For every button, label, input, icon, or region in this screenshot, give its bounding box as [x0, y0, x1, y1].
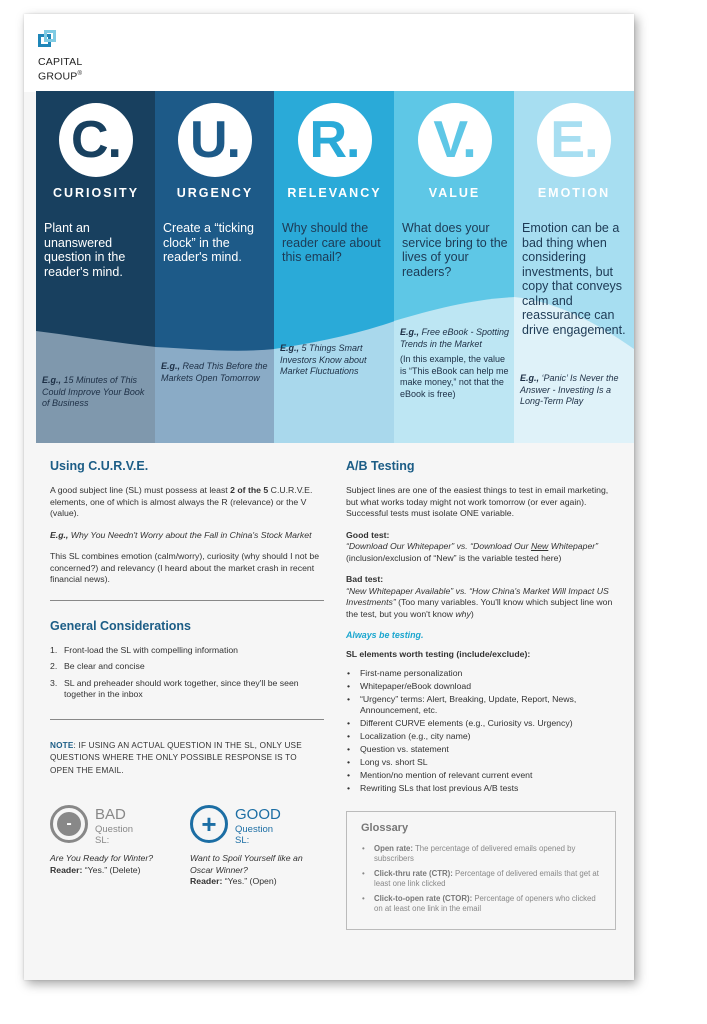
good-label: GOOD — [235, 806, 281, 823]
logo-text: CAPITAL GROUP® — [38, 56, 83, 83]
letter-circle: V. — [418, 103, 492, 177]
elements-list — [346, 668, 618, 795]
curve-example: E.g., 5 Things Smart Investors Know about Market Fluctuations — [280, 343, 367, 376]
letter-circle: R. — [298, 103, 372, 177]
list-item: • “Urgency” terms: Alert, Breaking, Update, Report, News, Announcement, etc. — [346, 694, 618, 717]
curve-description: Emotion can be a bad thing when considering investments, but copy that conveys calm and reassurance can drive engagement. — [522, 221, 626, 337]
bad-question: Are You Ready for Winter? Reader: “Yes.” (Delete) — [50, 853, 154, 875]
list-item: • First-name personalization — [346, 668, 618, 680]
always-testing: Always be testing. — [346, 630, 424, 640]
curve-column-curiosity — [36, 91, 156, 443]
list-item: • Mention/no mention of relevant current event — [346, 770, 618, 782]
glossary-item: • Click-thru rate (CTR): Percentage of delivered emails that get at least one link clicked — [361, 869, 601, 890]
curve-example: E.g., Free eBook - Spotting Trends in the Market (In this example, the value is “This eBook can help me make money,” not that the eBook is free) — [400, 327, 510, 399]
curve-column-value — [394, 91, 515, 443]
minus-icon: - — [50, 805, 88, 843]
curve-description: Why should the reader care about this email? — [282, 221, 381, 264]
bad-label: BAD — [95, 806, 126, 823]
curve-word: URGENCY — [176, 186, 254, 200]
curve-description: What does your service bring to the lives of your readers? — [402, 221, 508, 279]
good-test: Good test: “Download Our Whitepaper” vs. “Download Our New Whitepaper” (inclusion/exclusion of “New” is the variable tested here) — [346, 529, 599, 563]
bad-test: Bad test: “New Whitepaper Available” vs. “How China's Market Will Impact US Investments” (Too many variables. You'll know which subject line won the test, but you won't know why) — [346, 574, 613, 619]
glossary-heading: Glossary — [361, 821, 409, 834]
curve-column-relevancy — [274, 91, 395, 443]
curve-column-urgency — [155, 91, 275, 443]
using-curve-heading: Using C.U.R.V.E. — [50, 459, 149, 473]
letter-circle: C. — [59, 103, 133, 177]
using-curve-explanation: This SL combines emotion (calm/worry), curiosity (why should I not be concerned?) and relevancy (I heard about the market crash in recent financial news). — [50, 551, 320, 584]
good-question: Want to Spoil Yourself like an Oscar Winner? Reader: “Yes.” (Open) — [190, 853, 303, 886]
good-sublabel: Question SL: — [235, 824, 274, 846]
ab-intro: Subject lines are one of the easiest things to test in email marketing, but what works today might not work tomorrow (or ever again). Successful tests must isolate ONE variable. — [346, 485, 609, 518]
general-considerations-list — [50, 645, 320, 701]
divider — [50, 719, 324, 720]
letter-circle: E. — [537, 103, 611, 177]
bad-sublabel: Question SL: — [95, 824, 134, 846]
curve-word: EMOTION — [537, 186, 611, 200]
curve-description: Create a “ticking clock” in the reader's mind. — [163, 221, 255, 264]
list-item: • Localization (e.g., city name) — [346, 731, 618, 743]
list-item: • Whitepaper/eBook download — [346, 681, 618, 693]
divider — [50, 600, 324, 601]
using-curve-paragraph: A good subject line (SL) must possess at least 2 of the 5 C.U.R.V.E. elements, one of which is almost always the R (relevance) or the V (value). — [50, 485, 313, 518]
curve-column-emotion — [514, 91, 634, 443]
glossary-box — [346, 811, 616, 930]
curve-word: RELEVANCY — [287, 186, 382, 200]
right-column — [346, 459, 618, 930]
list-item: 1. Front-load the SL with compelling information — [50, 644, 238, 655]
capital-group-logo — [38, 32, 82, 83]
glossary-list — [361, 844, 601, 915]
curve-example: E.g., 15 Minutes of This Could Improve Your Book of Business — [42, 375, 145, 408]
plus-icon: + — [190, 805, 228, 843]
curve-word: CURIOSITY — [52, 186, 140, 200]
curve-description: Plant an unanswered question in the reader's mind. — [44, 221, 126, 279]
letter-circle: U. — [178, 103, 252, 177]
glossary-item: • Open rate: The percentage of delivered emails opened by subscribers — [361, 844, 601, 865]
general-considerations-heading: General Considerations — [50, 618, 192, 633]
ab-testing-heading: A/B Testing — [346, 459, 415, 473]
curve-example: E.g., Read This Before the Markets Open Tomorrow — [161, 361, 268, 383]
using-curve-example: E.g., Why You Needn't Worry about the Fall in China's Stock Market — [50, 529, 312, 540]
list-item: 3. SL and preheader should work together, since they'll be seen together in the inbox — [50, 677, 299, 699]
glossary-item: • Click-to-open rate (CTOR): Percentage of openers who clicked on at least one link in the email — [361, 894, 601, 915]
list-item: • Question vs. statement — [346, 744, 618, 756]
list-item: • Long vs. short SL — [346, 757, 618, 769]
header — [24, 14, 634, 92]
list-item: • Different CURVE elements (e.g., Curiosity vs. Urgency) — [346, 718, 618, 730]
question-sl-examples — [50, 805, 320, 915]
curve-banner — [36, 91, 634, 443]
elements-heading: SL elements worth testing (include/exclude): — [346, 649, 531, 659]
list-item: 2. Be clear and concise — [50, 661, 145, 671]
document-page — [24, 14, 634, 980]
note-text: NOTE: IF USING AN ACTUAL QUESTION IN THE SL, ONLY USE QUESTIONS WHERE THE ONLY POSSIBLE RESPONSE IS TO OPEN THE EMAIL. — [50, 740, 302, 775]
logo-icon — [38, 32, 60, 52]
curve-word: VALUE — [428, 186, 481, 200]
left-column — [50, 459, 320, 915]
curve-example: E.g., ‘Panic’ Is Never the Answer - Investing Is a Long-Term Play — [520, 373, 619, 406]
list-item: • Rewriting SLs that lost previous A/B tests — [346, 783, 618, 795]
